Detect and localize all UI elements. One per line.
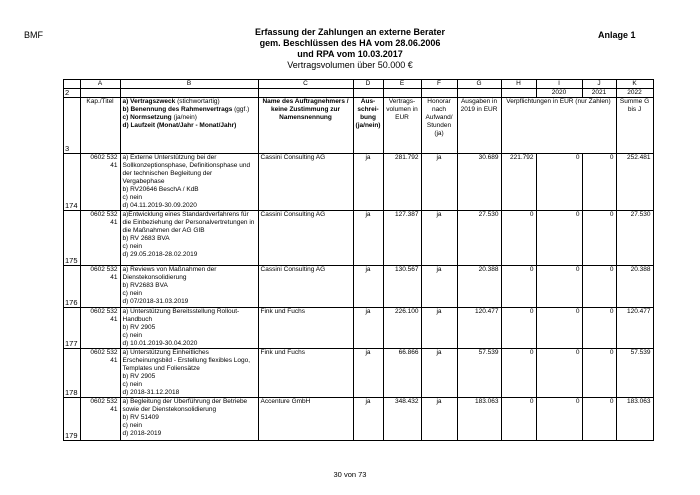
table-row (64, 308, 654, 349)
row-number: 177 (64, 308, 81, 349)
summe-cell: 183.063 (616, 398, 653, 441)
header-row (64, 98, 654, 154)
kap-titel-cell: 0602 532 41 (80, 211, 120, 266)
verpflichtung-2020-cell: 0 (536, 266, 582, 308)
table-row (64, 266, 654, 308)
table-row (64, 398, 654, 441)
year-2020: 2020 (536, 89, 582, 98)
vertragsvolumen-cell: 130.567 (383, 266, 421, 308)
kap-titel-cell: 0602 532 41 (80, 308, 120, 349)
ausgaben-2019-cell: 27.530 (457, 211, 501, 266)
vertrag-cell: a) Unterstützung Bereitsstellung Rollout-Handbuch b) RV 2905 c) nein d) 10.01.2019-30.04.2020 (120, 308, 258, 349)
verpflichtung-2021-cell: 0 (582, 211, 616, 266)
header-kap-titel: Kap./Titel (80, 98, 120, 154)
title-line-1: Erfassung der Zahlungen an externe Berater (254, 27, 446, 37)
year-2022: 2022 (616, 89, 653, 98)
ausschreibung-cell: ja (353, 308, 383, 349)
honorar-cell: ja (421, 308, 457, 349)
row-number: 178 (64, 349, 81, 398)
title-line-3: und RPA vom 10.03.2017 (297, 49, 403, 59)
header-verpflichtungen: Verpflichtungen in EUR (nur Zahlen) (501, 98, 616, 154)
ausschreibung-cell: ja (353, 349, 383, 398)
ausgaben-2019-cell: 57.539 (457, 349, 501, 398)
vertragsvolumen-cell: 348.432 (383, 398, 421, 441)
honorar-cell: ja (421, 398, 457, 441)
vertragsvolumen-cell: 66.866 (383, 349, 421, 398)
verpflichtung-cell: 0 (501, 211, 536, 266)
column-letter-row (64, 80, 654, 89)
row-number: 175 (64, 211, 81, 266)
verpflichtung-2020-cell: 0 (536, 398, 582, 441)
ausgaben-2019-cell: 20.388 (457, 266, 501, 308)
verpflichtung-2021-cell: 0 (582, 266, 616, 308)
auftragnehmer-cell: Fink und Fuchs (258, 349, 353, 398)
header-left: BMF (24, 30, 43, 40)
summe-cell: 20.388 (616, 266, 653, 308)
honorar-cell: ja (421, 266, 457, 308)
ausgaben-2019-cell: 120.477 (457, 308, 501, 349)
vertragsvolumen-cell: 281.792 (383, 154, 421, 211)
auftragnehmer-cell: Cassini Consulting AG (258, 154, 353, 211)
row-number: 2 (64, 89, 81, 98)
verpflichtung-2020-cell: 0 (536, 308, 582, 349)
title-line-4: Vertragsvolumen über 50.000 € (287, 60, 413, 70)
row-number: 179 (64, 398, 81, 441)
kap-titel-cell: 0602 532 41 (80, 266, 120, 308)
vertrag-cell: a) Reviews von Maßnahmen der Dienstekonsolidierung b) RV2683 BVA c) nein d) 07/2018-31.03.2019 (120, 266, 258, 308)
honorar-cell: ja (421, 349, 457, 398)
verpflichtung-2021-cell: 0 (582, 308, 616, 349)
summe-cell: 120.477 (616, 308, 653, 349)
page-number: 30 von 73 (333, 470, 367, 479)
header-summe: Summe G bis J (616, 98, 653, 154)
column-letter: I (536, 80, 582, 89)
title-line-2: gem. Beschlüssen des HA vom 28.06.2006 (259, 38, 441, 48)
page-title (0, 27, 700, 71)
verpflichtung-cell: 0 (501, 398, 536, 441)
ausgaben-2019-cell: 183.063 (457, 398, 501, 441)
verpflichtung-cell: 221.792 (501, 154, 536, 211)
header-ausschreibung: Aus-schrei-bung (ja/nein) (353, 98, 383, 154)
ausschreibung-cell: ja (353, 398, 383, 441)
ausgaben-2019-cell: 30.689 (457, 154, 501, 211)
auftragnehmer-cell: Cassini Consulting AG (258, 211, 353, 266)
ausschreibung-cell: ja (353, 154, 383, 211)
vertrag-cell: a)Entwicklung eines Standardverfahrens für die Einbeziehung der Personalvertretungen in die Maßnahmen der AG GIB b) RV 2683 BVA c) nein d) 29.05.2018-28.02.2019 (120, 211, 258, 266)
verpflichtung-cell: 0 (501, 308, 536, 349)
table-row (64, 211, 654, 266)
summe-cell: 27.530 (616, 211, 653, 266)
column-letter: D (353, 80, 383, 89)
summe-cell: 57.539 (616, 349, 653, 398)
row-number (64, 80, 81, 89)
vertragsvolumen-cell: 226.100 (383, 308, 421, 349)
honorar-cell: ja (421, 154, 457, 211)
auftragnehmer-cell: Cassini Consulting AG (258, 266, 353, 308)
kap-titel-cell: 0602 532 41 (80, 349, 120, 398)
header-vertragsvolumen: Vertrags-volumen in EUR (383, 98, 421, 154)
column-letter: G (457, 80, 501, 89)
verpflichtung-2020-cell: 0 (536, 154, 582, 211)
verpflichtung-cell: 0 (501, 349, 536, 398)
column-letter: J (582, 80, 616, 89)
vertrag-cell: a) Unterstützung Einheitliches Erscheinungsbild - Erstellung flexibles Logo, Templates und Foliensätze b) RV 2905 c) nein d) 2018-31.12.2018 (120, 349, 258, 398)
verpflichtung-cell: 0 (501, 266, 536, 308)
auftragnehmer-cell: Fink und Fuchs (258, 308, 353, 349)
ausschreibung-cell: ja (353, 211, 383, 266)
column-letter: A (80, 80, 120, 89)
auftragnehmer-cell: Accenture GmbH (258, 398, 353, 441)
summe-cell: 252.481 (616, 154, 653, 211)
verpflichtung-2021-cell: 0 (582, 349, 616, 398)
vertrag-cell: a) Externe Unterstützung bei der Sollkonzeptionsphase, Definitionsphase und der technischen Begleitung der Vergabephase b) RV20646 BeschA / KdB c) nein d) 04.11.2019-30.09.2020 (120, 154, 258, 211)
header-right: Anlage 1 (598, 30, 636, 40)
verpflichtung-2020-cell: 0 (536, 349, 582, 398)
year-row (64, 89, 654, 98)
kap-titel-cell: 0602 532 41 (80, 398, 120, 441)
vertragsvolumen-cell: 127.387 (383, 211, 421, 266)
column-letter: H (501, 80, 536, 89)
column-letter: F (421, 80, 457, 89)
row-number: 176 (64, 266, 81, 308)
ausschreibung-cell: ja (353, 266, 383, 308)
header-ausgaben-2019: Ausgaben in 2019 in EUR (457, 98, 501, 154)
header-honorar: Honorar nach Aufwand/ Stunden (ja) (421, 98, 457, 154)
row-number: 3 (64, 98, 81, 154)
verpflichtung-2020-cell: 0 (536, 211, 582, 266)
column-letter: K (616, 80, 653, 89)
column-letter: E (383, 80, 421, 89)
column-letter: C (258, 80, 353, 89)
header-vertrag: a) Vertragszweck (stichwortartig) b) Benennung des Rahmenvertrags (ggf.) c) Normsetzung (ja/nein) d) Laufzeit (Monat/Jahr - Monat/Jahr) (120, 98, 258, 154)
table-row (64, 154, 654, 211)
verpflichtung-2021-cell: 0 (582, 398, 616, 441)
year-2021: 2021 (582, 89, 616, 98)
column-letter: B (120, 80, 258, 89)
vertrag-cell: a) Begleitung der Überführung der Betriebe sowie der Dienstekonsolidierung b) RV 51409 c) nein d) 2018-2019 (120, 398, 258, 441)
table-row (64, 349, 654, 398)
row-number: 174 (64, 154, 81, 211)
header-auftragnehmer: Name des Auftragnehmers / keine Zustimmung zur Namensnennung (258, 98, 353, 154)
honorar-cell: ja (421, 211, 457, 266)
kap-titel-cell: 0602 532 41 (80, 154, 120, 211)
payments-table (63, 79, 654, 441)
verpflichtung-2021-cell: 0 (582, 154, 616, 211)
